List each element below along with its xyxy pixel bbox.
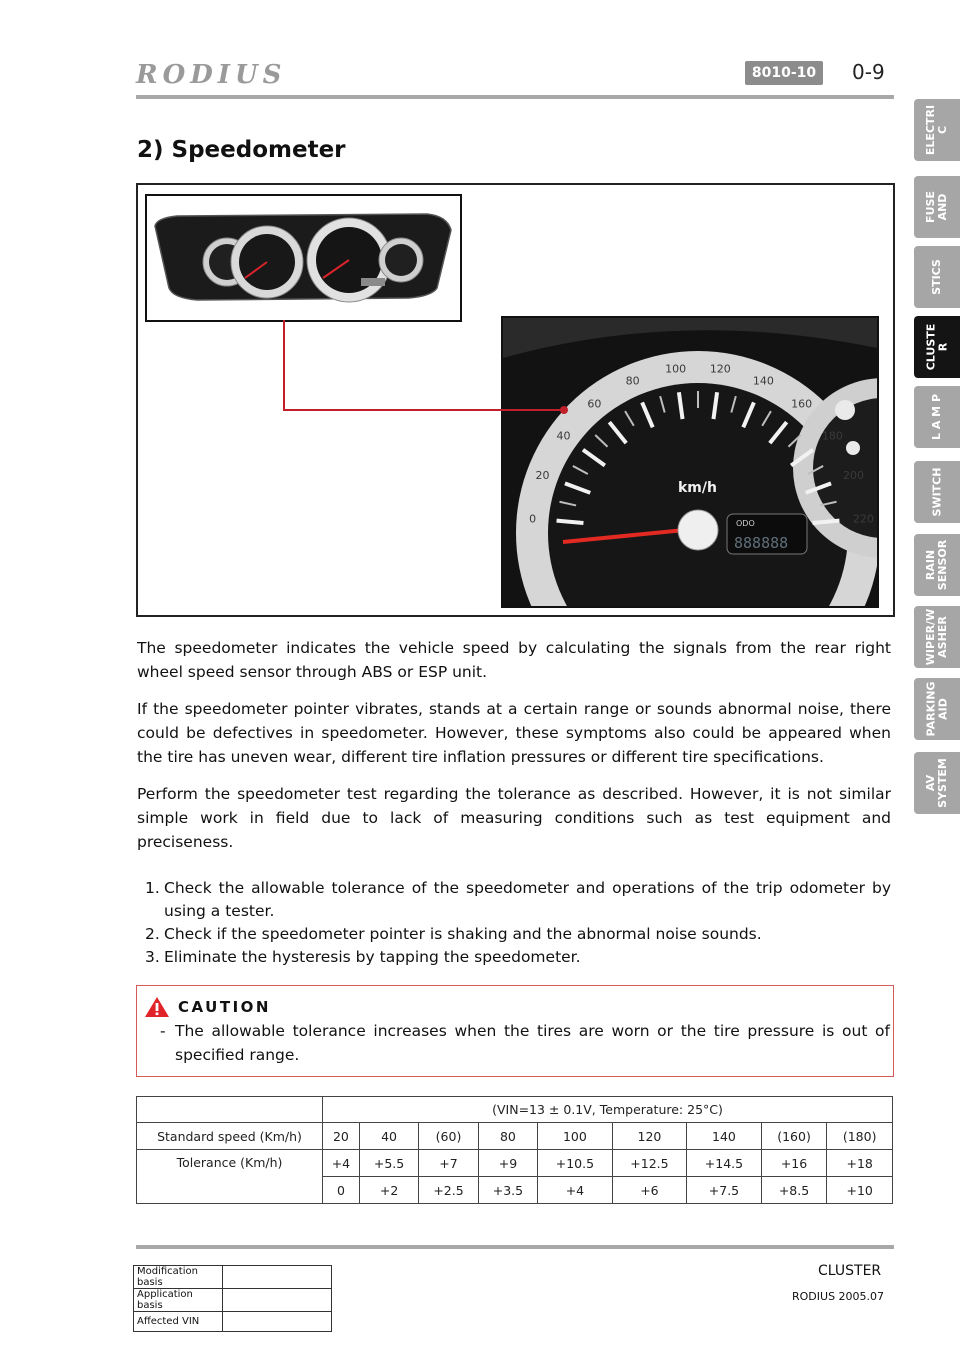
- gauge-speed-label: 40: [556, 429, 571, 443]
- tolerance-table: [136, 1096, 893, 1204]
- side-tab-wiper-washer[interactable]: WIPER/W ASHER: [914, 606, 960, 668]
- side-tab-av-system[interactable]: AV SYSTEM: [914, 752, 960, 814]
- speed-cell: 40: [359, 1123, 418, 1150]
- caution-title: CAUTION: [178, 998, 271, 1016]
- tolerance-cell: +2.5: [419, 1177, 478, 1204]
- tolerance-cell: +3.5: [478, 1177, 537, 1204]
- speed-cell: (160): [761, 1123, 827, 1150]
- side-tab-diagnostics[interactable]: STICS: [914, 246, 960, 308]
- modification-table: [133, 1265, 332, 1332]
- fuel-icon: [835, 400, 855, 420]
- modification-value[interactable]: [223, 1266, 332, 1289]
- tolerance-label: Tolerance (Km/h): [137, 1150, 323, 1204]
- warning-icon: [144, 996, 170, 1018]
- gauge-tick: [813, 521, 840, 523]
- brand-logo: RODIUS: [136, 60, 287, 90]
- caution-text: - The allowable tolerance increases when the tires are worn or the tire pressure is out of specified range.: [160, 1022, 890, 1064]
- gauge-speed-label: 0: [529, 512, 537, 526]
- callout-dot: [560, 406, 568, 414]
- tolerance-cell: +7: [419, 1150, 478, 1177]
- gauge-speed-label: 200: [843, 468, 865, 482]
- speed-cell: 140: [687, 1123, 762, 1150]
- gauge-speed-label: 160: [791, 397, 813, 411]
- tolerance-cell: +4: [538, 1177, 613, 1204]
- gauge-unit-label: km/h: [678, 480, 717, 496]
- procedure-list: [145, 877, 891, 969]
- instrument-cluster-image: [145, 194, 462, 322]
- speed-cell: (180): [827, 1123, 893, 1150]
- tolerance-cell: +14.5: [687, 1150, 762, 1177]
- gauge-speed-label: 140: [752, 374, 774, 388]
- tolerance-cell: +18: [827, 1150, 893, 1177]
- tolerance-cell: +6: [612, 1177, 687, 1204]
- section-title: 2) Speedometer: [137, 137, 346, 163]
- vin-label: Affected VIN: [134, 1312, 223, 1332]
- header-divider: [136, 95, 894, 99]
- speed-cell: (60): [419, 1123, 478, 1150]
- odo-label: ODO: [736, 519, 755, 528]
- tolerance-cell: +5.5: [359, 1150, 418, 1177]
- paragraph-intro: The speedometer indicates the vehicle speed by calculating the signals from the rear right wheel speed sensor through ABS or ESP unit.: [137, 639, 891, 681]
- gauge-tick: [557, 521, 584, 523]
- speedometer-closeup-image: [501, 316, 879, 608]
- footer-model: RODIUS 2005.07: [792, 1290, 885, 1303]
- side-tab-lamp[interactable]: L A M P: [914, 386, 960, 448]
- gauge-speed-label: 60: [587, 397, 602, 411]
- paragraph-symptoms: If the speedometer pointer vibrates, stands at a certain range or sounds abnormal noise, there could be defectives in speedometer. However, these symptoms also could be appeared when the tire has uneven wear, different tire inflation pressures or different tire specifications.: [137, 700, 891, 766]
- tolerance-cell: +8.5: [761, 1177, 827, 1204]
- application-value[interactable]: [223, 1289, 332, 1312]
- speed-cell: 20: [323, 1123, 360, 1150]
- list-item: 2. Check if the speedometer pointer is shaking and the abnormal noise sounds.: [145, 925, 762, 943]
- gauge-speed-label: 120: [709, 362, 731, 376]
- tolerance-cell: +9: [478, 1150, 537, 1177]
- footer-section: CLUSTER: [818, 1263, 882, 1279]
- paragraph-test: Perform the speedometer test regarding the tolerance as described. However, it is not similar simple work in field due to lack of measuring conditions such as test equipment and preciseness.: [137, 785, 891, 851]
- side-tab-electric[interactable]: ELECTRI C: [914, 99, 960, 161]
- gauge-speed-label: 180: [821, 429, 843, 443]
- gauge-speed-label: 20: [535, 468, 550, 482]
- side-tab-cluster[interactable]: CLUSTE R: [914, 316, 960, 378]
- speed-cell: 120: [612, 1123, 687, 1150]
- tolerance-cell: +10: [827, 1177, 893, 1204]
- callout-line-horizontal: [283, 409, 564, 411]
- tolerance-cell: +16: [761, 1150, 827, 1177]
- list-item: 3. Eliminate the hysteresis by tapping the speedometer.: [145, 948, 581, 966]
- tolerance-cell: +7.5: [687, 1177, 762, 1204]
- vin-value[interactable]: [223, 1312, 332, 1332]
- speed-label: Standard speed (Km/h): [137, 1123, 323, 1150]
- side-tab-rain-sensor[interactable]: RAIN SENSOR: [914, 534, 960, 596]
- tolerance-cell: +10.5: [538, 1150, 613, 1177]
- gauge-needle-hub: [678, 510, 718, 550]
- tolerance-cell: +4: [323, 1150, 360, 1177]
- gauge-speed-label: 220: [852, 512, 874, 526]
- list-item: 1. Check the allowable tolerance of the speedometer and operations of the trip odometer by using a tester.: [145, 879, 891, 920]
- tolerance-cell: +2: [359, 1177, 418, 1204]
- side-tab-fuse[interactable]: FUSE AND: [914, 176, 960, 238]
- speed-cell: 80: [478, 1123, 537, 1150]
- footer-divider: [136, 1245, 894, 1249]
- tolerance-cell: 0: [323, 1177, 360, 1204]
- tolerance-cell: +12.5: [612, 1150, 687, 1177]
- odo-value: 888888: [734, 534, 789, 552]
- gauge-speed-label: 80: [625, 374, 640, 388]
- side-tab-switch[interactable]: SWITCH: [914, 461, 960, 523]
- callout-line-vertical: [283, 320, 285, 411]
- side-tab-parking-aid[interactable]: PARKING AID: [914, 678, 960, 740]
- speed-cell: 100: [538, 1123, 613, 1150]
- application-label: Application basis: [134, 1289, 223, 1312]
- page-number: 0-9: [852, 60, 885, 84]
- caution-header: [144, 996, 271, 1018]
- modification-label: Modification basis: [134, 1266, 223, 1289]
- table-condition: (VIN=13 ± 0.1V, Temperature: 25°C): [323, 1097, 893, 1123]
- gauge-speed-label: 100: [665, 362, 687, 376]
- section-code-badge: 8010-10: [745, 61, 823, 85]
